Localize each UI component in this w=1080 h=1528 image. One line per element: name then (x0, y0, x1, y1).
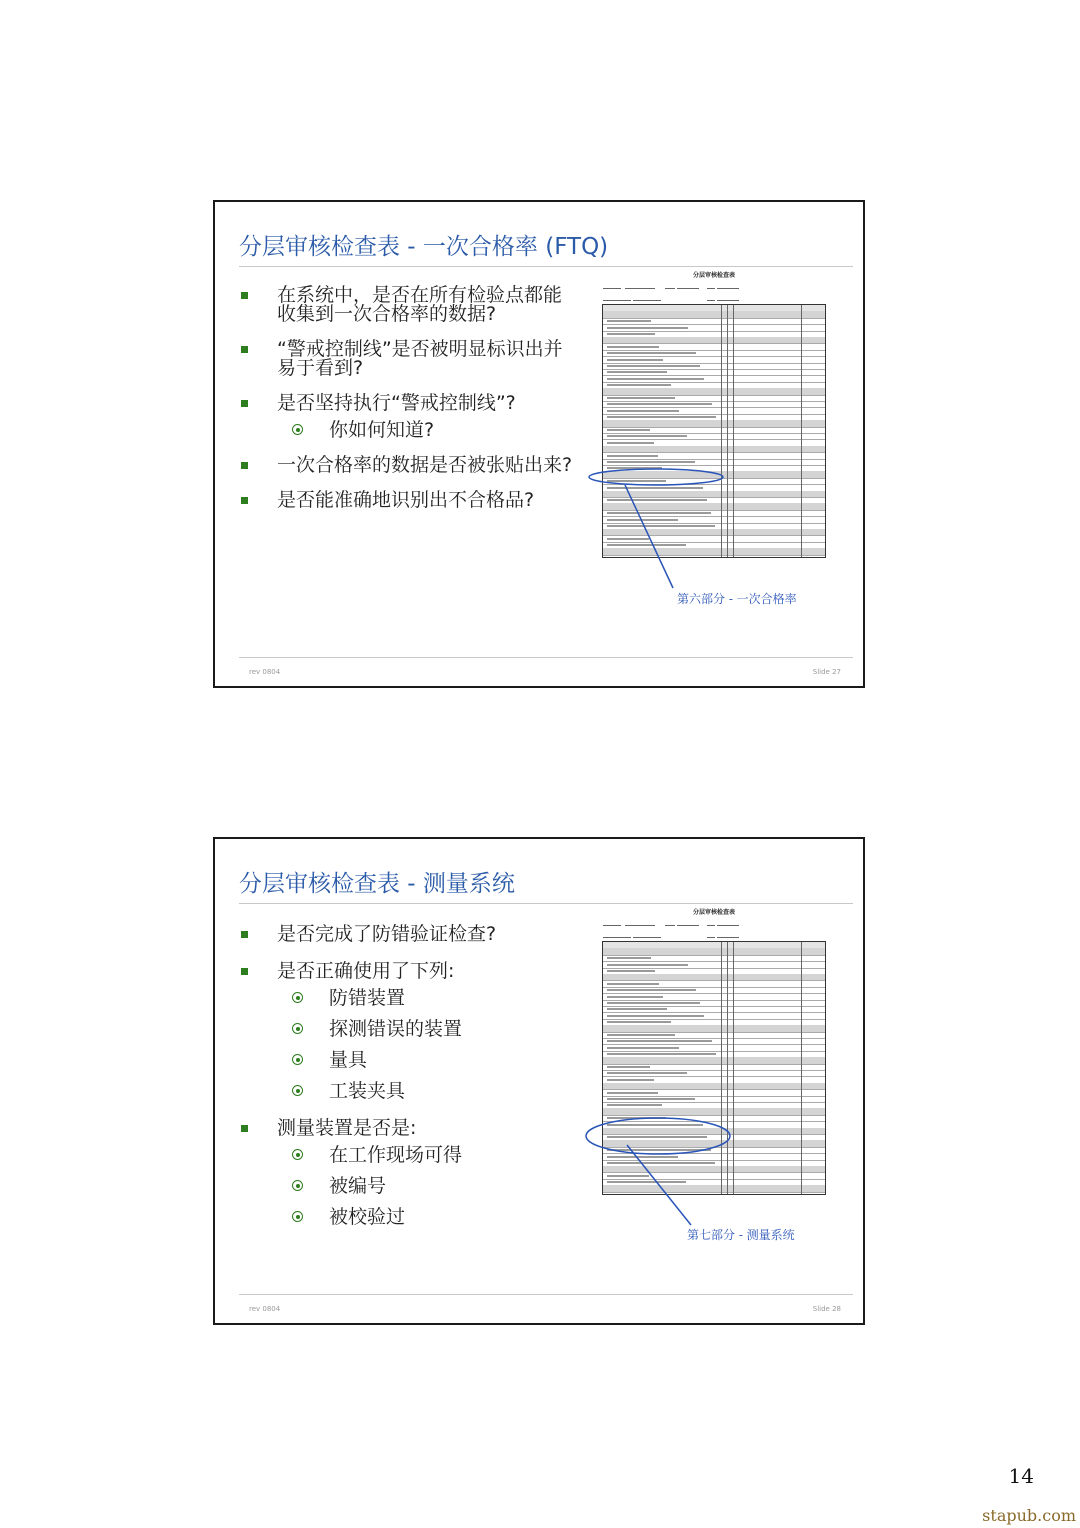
sub-bullet-text: 在工作现场可得 (329, 1144, 463, 1166)
bullet-text: “警戒控制线”是否被明显标识出并易于看到? (277, 338, 563, 379)
bullet-text: 是否坚持执行“警戒控制线”? (277, 392, 516, 414)
bullet-text: 在系统中，是否在所有检验点都能收集到一次合格率的数据? (277, 284, 563, 325)
bullet-text: 是否正确使用了下列: (277, 960, 455, 982)
form-title: 分层审核检查表 (692, 909, 735, 916)
slide-measurement-system (213, 837, 865, 1325)
sub-bullet-text: 你如何知道? (329, 419, 435, 441)
footer-revision: rev 0804 (249, 1305, 281, 1313)
watermark: stapub.com (982, 1506, 1076, 1525)
callout-label: 第七部分 - 测量系统 (687, 1228, 795, 1242)
sub-bullet-text: 工装夹具 (329, 1080, 406, 1102)
slide-title: 分层审核检查表 - 测量系统 (239, 871, 515, 897)
sub-bullet-text: 探测错误的装置 (329, 1018, 463, 1040)
bullet-text: 一次合格率的数据是否被张贴出来? (277, 454, 573, 476)
sub-bullet-text: 量具 (329, 1049, 368, 1071)
callout-pointer (215, 202, 867, 690)
bullet-text: 是否完成了防错验证检查? (277, 923, 497, 945)
slide-ftq (213, 200, 865, 688)
footer-revision: rev 0804 (249, 668, 281, 676)
bullet-text: 测量装置是否是: (277, 1117, 417, 1139)
slide-title: 分层审核检查表 - 一次合格率 (FTQ) (239, 234, 609, 260)
footer-slide-number: Slide 28 (812, 1305, 841, 1313)
callout-pointer (215, 839, 867, 1327)
sub-bullet-text: 被编号 (329, 1175, 387, 1197)
sub-bullet-text: 防错装置 (329, 987, 406, 1009)
footer-divider (239, 1294, 853, 1295)
page-number: 14 (1008, 1464, 1034, 1488)
footer-slide-number: Slide 27 (812, 668, 841, 676)
footer-divider (239, 657, 853, 658)
form-title: 分层审核检查表 (692, 272, 735, 279)
sub-bullet-text: 被校验过 (329, 1206, 406, 1228)
callout-label: 第六部分 - 一次合格率 (677, 592, 797, 606)
bullet-text: 是否能准确地识别出不合格品? (277, 489, 535, 511)
